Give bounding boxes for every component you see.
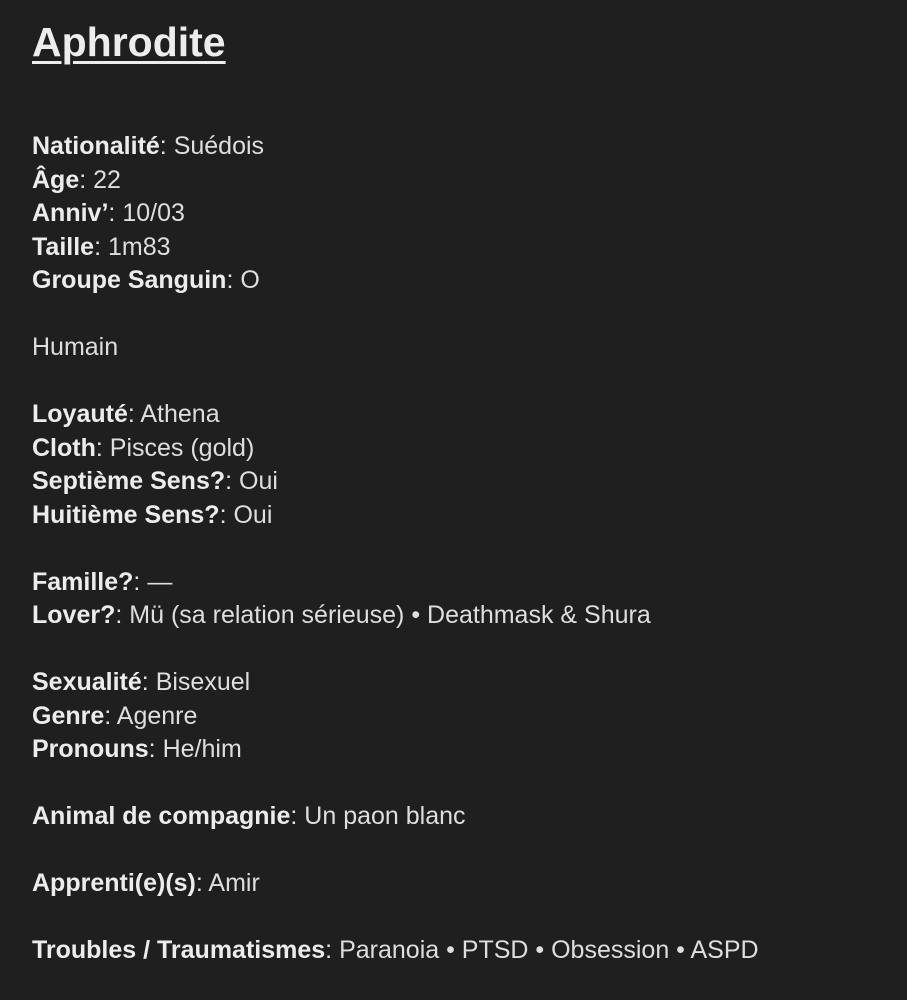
field-age xyxy=(32,164,892,198)
field-separator: : xyxy=(195,869,209,897)
field-label: Septième Sens? xyxy=(32,467,226,495)
field-label: Huitième Sens? xyxy=(32,500,220,529)
field-separator: : xyxy=(104,701,117,730)
field-value: Pisces (gold) xyxy=(109,433,255,462)
field-label: Groupe Sanguin xyxy=(32,266,227,294)
field-separator: : xyxy=(79,165,94,194)
field-label: Anniv’ xyxy=(32,199,109,227)
field-label: Sexualité xyxy=(32,668,142,696)
field-separator: : xyxy=(115,601,130,629)
field-value: 22 xyxy=(93,165,121,194)
field-sexualite xyxy=(32,666,892,700)
field-value: — xyxy=(147,567,173,596)
field-value: O xyxy=(240,266,260,294)
field-label: Apprenti(e)(s) xyxy=(32,869,196,897)
spacer xyxy=(32,633,892,667)
field-nationalite xyxy=(32,130,892,164)
field-separator: : xyxy=(148,735,163,763)
field-famille xyxy=(32,566,892,600)
field-separator: : xyxy=(226,266,241,294)
field-separator: : xyxy=(159,132,174,160)
field-label: Taille xyxy=(32,232,95,261)
field-value: Amir xyxy=(208,869,260,897)
field-label: Nationalité xyxy=(32,132,160,160)
field-pronouns xyxy=(32,733,892,767)
info-list xyxy=(32,130,892,968)
field-lover xyxy=(32,599,892,633)
field-separator: : xyxy=(127,400,141,428)
field-septieme-sens xyxy=(32,465,892,499)
field-label: Loyauté xyxy=(32,400,128,428)
field-separator: : xyxy=(95,433,110,462)
field-value: Bisexuel xyxy=(155,668,251,696)
field-value: Suédois xyxy=(173,132,265,160)
field-label: Pronouns xyxy=(32,735,149,763)
field-apprentis xyxy=(32,867,892,901)
field-label: Famille? xyxy=(32,567,134,596)
field-label: Âge xyxy=(32,165,80,194)
field-value: He/him xyxy=(162,735,242,763)
field-value: Oui xyxy=(239,467,278,495)
field-espece xyxy=(32,331,892,365)
field-groupe-sanguin xyxy=(32,264,892,298)
field-separator: : xyxy=(94,232,108,261)
spacer xyxy=(32,365,892,399)
field-animal xyxy=(32,800,892,834)
spacer xyxy=(32,532,892,566)
field-label: Lover? xyxy=(32,601,116,629)
field-value: Mü (sa relation sérieuse) • Deathmask & Shura xyxy=(129,601,651,629)
field-separator: : xyxy=(325,936,340,964)
spacer xyxy=(32,767,892,801)
field-value: Oui xyxy=(233,500,273,529)
field-label: Troubles / Traumatismes xyxy=(32,936,326,964)
spacer xyxy=(32,298,892,332)
field-value: Paranoia • PTSD • Obsession • ASPD xyxy=(339,936,759,964)
field-huitieme-sens xyxy=(32,499,892,533)
field-taille xyxy=(32,231,892,265)
field-value: 10/03 xyxy=(122,199,185,227)
field-separator: : xyxy=(108,199,123,227)
field-troubles xyxy=(32,934,892,968)
field-anniv xyxy=(32,197,892,231)
spacer xyxy=(32,901,892,935)
field-separator: : xyxy=(141,668,156,696)
field-loyaute xyxy=(32,398,892,432)
field-value: Agenre xyxy=(116,701,198,730)
field-cloth xyxy=(32,432,892,466)
page-title: Aphrodite xyxy=(32,19,226,65)
field-separator: : xyxy=(219,500,234,529)
field-separator: : xyxy=(225,467,240,495)
field-value: Humain xyxy=(32,333,119,361)
field-value: Un paon blanc xyxy=(304,802,466,830)
field-genre xyxy=(32,700,892,734)
spacer xyxy=(32,834,892,868)
field-label: Animal de compagnie xyxy=(32,802,291,830)
field-separator: : xyxy=(290,802,305,830)
field-value: 1m83 xyxy=(107,232,171,261)
field-separator: : xyxy=(133,567,148,596)
field-label: Cloth xyxy=(32,433,96,462)
field-value: Athena xyxy=(140,400,220,428)
field-label: Genre xyxy=(32,701,105,730)
